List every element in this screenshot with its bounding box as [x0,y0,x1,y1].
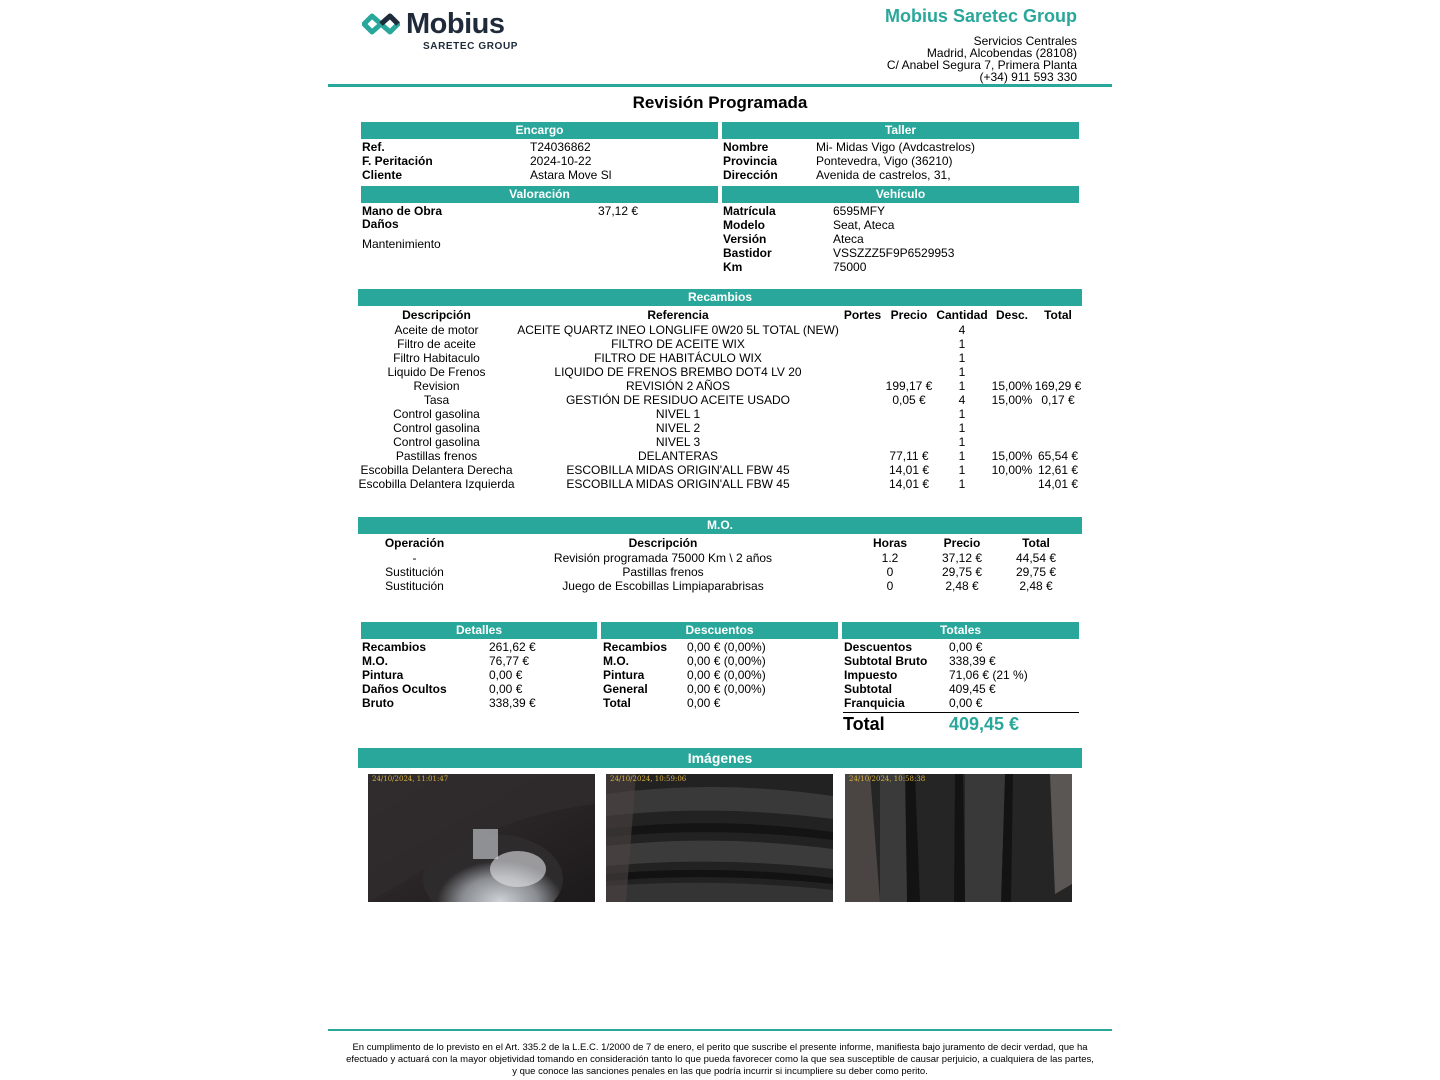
table-cell: 15,00% [991,393,1033,407]
summary-label: Franquicia [844,696,905,710]
modelo-value: Seat, Ateca [833,218,895,232]
bastidor-label: Bastidor [723,246,772,260]
mo-body [358,551,1082,593]
matricula-value: 6595MFY [833,204,886,218]
table-cell [1034,421,1082,435]
table-row [358,477,1082,491]
table-cell: 2,48 € [1019,579,1053,593]
summary-value: 0,00 € (0,00%) [687,668,766,682]
table-cell: Pastillas frenos [622,565,704,579]
col-total: Total [1044,308,1072,322]
table-cell: 65,54 € [1037,449,1079,463]
table-row [358,449,1082,463]
table-cell: Escobilla Delantera Derecha [360,463,513,477]
table-cell: Escobilla Delantera Izquierda [358,477,515,491]
table-cell: Tasa [423,393,450,407]
table-cell [1034,365,1082,379]
mobius-logo-icon [362,12,400,36]
mano-obra-value: 37,12 € [598,204,639,218]
table-cell: GESTIÓN DE RESIDUO ACEITE USADO [565,393,791,407]
legal-line: efectuado y actuará con la mayor objetividad tomando en consideración tanto lo que pueda favorecer como la que sea susceptible de causar perjuicio, a cualquiera de las partes, [346,1054,1094,1065]
table-cell: 1 [958,421,966,435]
col-operacion: Operación [384,536,445,550]
valoracion-heading: Valoración [361,186,718,203]
photo-brake-disc[interactable] [368,774,595,902]
summary-label: Subtotal [844,682,892,696]
header-divider [328,84,1112,87]
mo-table [358,535,1082,593]
recambios-table [358,307,1082,491]
summary-value: 0,00 € (0,00%) [687,682,766,696]
vehiculo-section [723,204,1079,276]
table-cell: 0,05 € [892,393,926,407]
modelo-label: Modelo [723,218,765,232]
summary-value: 261,62 € [489,640,536,654]
col-desc: Desc. [995,308,1029,322]
table-cell: Sustitución [385,565,444,579]
logo-subtitle: SARETEC GROUP [423,41,519,52]
table-cell [1034,351,1082,365]
col-cantidad: Cantidad [936,308,988,322]
table-cell: 14,01 € [1037,477,1079,491]
totales-heading: Totales [842,622,1079,639]
table-cell [841,379,884,393]
table-cell: 1.2 [881,551,899,565]
company-line: C/ Anabel Segura 7, Primera Planta [886,58,1077,72]
table-row [358,551,1082,565]
table-row [358,351,1082,365]
summary-value: 0,00 € [687,696,721,710]
table-cell [841,323,884,337]
table-cell: 10,00% [991,463,1033,477]
detalles-section [362,640,596,710]
summary-label: Subtotal Bruto [844,654,928,668]
mano-obra-label: Mano de Obra [362,204,443,218]
table-cell [841,421,884,435]
table-row [358,579,1082,593]
table-cell: 37,12 € [941,551,983,565]
nombre-value: Mi- Midas Vigo (Avdcastrelos) [816,140,975,154]
table-row [358,435,1082,449]
table-cell: 169,29 € [1034,379,1082,393]
table-cell: 29,75 € [941,565,983,579]
photo-tire-1[interactable] [606,774,833,902]
table-cell [841,407,884,421]
recambios-heading: Recambios [358,289,1082,306]
provincia-label: Provincia [723,154,778,168]
table-cell [990,365,1034,379]
summary-label: Pintura [362,668,404,682]
col-portes: Portes [843,308,882,322]
table-row [358,421,1082,435]
table-cell: Revision [413,379,460,393]
total-divider [843,712,1079,713]
vehiculo-heading: Vehículo [722,186,1079,203]
table-cell: 0,17 € [1041,393,1075,407]
direccion-value: Avenida de castrelos, 31, [816,168,951,182]
table-row [358,463,1082,477]
fecha-value: 2024-10-22 [530,154,592,168]
table-cell: Filtro Habitaculo [393,351,480,365]
summary-value: 338,39 € [949,654,996,668]
table-cell [1034,407,1082,421]
summary-label: Recambios [603,640,668,654]
table-cell: 2,48 € [945,579,979,593]
table-cell [884,337,934,351]
table-cell [841,477,884,491]
km-value: 75000 [833,260,867,274]
summary-label: Bruto [362,696,394,710]
table-row [358,365,1082,379]
table-cell: 0 [886,579,894,593]
summary-value: 0,00 € [489,682,523,696]
col-descripcion: Descripción [402,308,471,322]
table-cell: 1 [958,351,966,365]
cliente-label: Cliente [362,168,403,182]
table-cell [884,407,934,421]
table-cell: 0 [886,565,894,579]
summary-label: Total [603,696,631,710]
table-cell [841,393,884,407]
detalles-heading: Detalles [361,622,597,639]
table-cell: Control gasolina [393,407,480,421]
table-cell: - [412,551,417,565]
summary-label: Descuentos [844,640,913,654]
table-cell [841,435,884,449]
version-label: Versión [723,232,767,246]
encargo-heading: Encargo [361,122,718,139]
km-label: Km [723,260,743,274]
table-row [358,323,1082,337]
table-cell [884,421,934,435]
table-cell: NIVEL 2 [655,421,701,435]
table-cell: NIVEL 3 [655,435,701,449]
col-referencia: Referencia [647,308,709,322]
summary-label: General [603,682,648,696]
table-cell: REVISIÓN 2 AÑOS [625,379,731,393]
mantenimiento-text: Mantenimiento [362,237,441,251]
grand-total-label: Total [843,714,885,734]
legal-line: y que conoce las sanciones penales en las que podría incurrir si incumpliere su deber como perito. [512,1066,928,1077]
valoracion-section [362,204,718,264]
table-row [358,407,1082,421]
table-cell: Filtro de aceite [397,337,476,351]
col-precio: Precio [890,308,928,322]
table-cell: 1 [958,449,966,463]
table-cell: 1 [958,463,966,477]
table-cell [1034,323,1082,337]
table-cell: 4 [958,323,966,337]
version-value: Ateca [833,232,864,246]
table-cell: 44,54 € [1015,551,1057,565]
table-cell: Liquido De Frenos [387,365,486,379]
legal-notice [340,1042,1100,1078]
company-line: Madrid, Alcobendas (28108) [926,46,1077,60]
cliente-value: Astara Move Sl [530,168,612,182]
table-cell [884,435,934,449]
photo-timestamp: 24/10/2024, 11:01:47 [372,775,449,783]
direccion-label: Dirección [723,168,778,182]
table-cell [884,365,934,379]
company-line: (+34) 911 593 330 [979,70,1077,84]
summary-value: 0,00 € (0,00%) [687,654,766,668]
col-precio: Precio [943,536,981,550]
recambios-body [358,323,1082,491]
document-title: Revisión Programada [632,93,808,112]
summary-value: 0,00 € [949,640,983,654]
table-cell [884,351,934,365]
table-cell: ESCOBILLA MIDAS ORIGIN'ALL FBW 45 [566,477,790,491]
summary-label: Impuesto [844,668,898,682]
company-name: Mobius Saretec Group [884,6,1077,26]
summary-label: Recambios [362,640,427,654]
summary-label: M.O. [362,654,388,668]
table-cell [884,323,934,337]
legal-line: En cumplimento de lo previsto en el Art. 335.2 de la L.E.C. 1/2000 de 7 de enero, el perito que suscribe el presente informe, manifiesta bajo juramento de decir verdad, que ha [352,1042,1088,1053]
totales-section [844,640,1078,710]
provincia-value: Pontevedra, Vigo (36210) [816,154,953,168]
tire-tread-image [845,774,1072,902]
summary-value: 0,00 € [489,668,523,682]
table-cell [841,463,884,477]
taller-heading: Taller [722,122,1079,139]
table-cell [990,323,1034,337]
table-cell: 14,01 € [888,477,930,491]
table-row [358,379,1082,393]
table-cell: Control gasolina [393,421,480,435]
table-cell: 14,01 € [888,463,930,477]
tire-tread-image [606,774,833,902]
table-cell: 12,61 € [1037,463,1079,477]
table-cell: 1 [958,365,966,379]
summary-value: 409,45 € [949,682,996,696]
mobius-logo [362,8,522,56]
summary-value: 338,39 € [489,696,536,710]
grand-total-value: 409,45 € [949,714,1020,734]
table-cell [990,477,1034,491]
summary-label: Pintura [603,668,645,682]
photo-timestamp: 24/10/2024, 10:59:06 [610,775,687,783]
table-cell: Sustitución [385,579,444,593]
mo-header-row [358,535,1082,551]
encargo-section [362,140,718,184]
table-cell: DELANTERAS [637,449,719,463]
table-cell [990,337,1034,351]
table-cell: 15,00% [991,379,1033,393]
table-cell: Aceite de motor [394,323,479,337]
table-cell [1034,337,1082,351]
photo-timestamp: 24/10/2024, 10:58:38 [849,775,926,783]
table-cell: 4 [958,393,966,407]
table-cell [841,449,884,463]
table-cell: FILTRO DE ACEITE WIX [611,337,745,351]
col-descripcion: Descripción [628,536,698,550]
photo-tire-2[interactable] [845,774,1072,902]
summary-value: 0,00 € [949,696,983,710]
ref-label: Ref. [362,140,385,154]
table-cell: 15,00% [991,449,1033,463]
nombre-label: Nombre [723,140,769,154]
matricula-label: Matrícula [723,204,776,218]
table-row [358,337,1082,351]
recambios-header-row [358,307,1082,323]
summary-value: 0,00 € (0,00%) [687,640,766,654]
taller-section [723,140,1079,184]
summary-label: Daños Ocultos [362,682,447,696]
table-cell: 1 [958,407,966,421]
table-cell: 1 [958,379,966,393]
mo-heading: M.O. [358,517,1082,534]
table-cell [990,407,1034,421]
imagenes-heading: Imágenes [358,748,1082,768]
table-cell: 199,17 € [885,379,933,393]
ref-value: T24036862 [530,140,591,154]
table-cell [841,337,884,351]
table-cell: FILTRO DE HABITÁCULO WIX [594,351,762,365]
company-line: Servicios Centrales [973,34,1077,48]
table-cell: Juego de Escobillas Limpiaparabrisas [562,579,764,593]
footer-divider [328,1029,1112,1031]
summary-label: M.O. [603,654,629,668]
bastidor-value: VSSZZZ5F9P6529953 [833,246,955,260]
table-cell: 1 [958,435,966,449]
table-row [358,565,1082,579]
table-cell [990,421,1034,435]
summary-value: 76,77 € [489,654,530,668]
logo-word: Mobius [406,8,505,40]
table-cell: 29,75 € [1015,565,1057,579]
summary-value: 71,06 € (21 %) [949,668,1028,682]
table-cell: LIQUIDO DE FRENOS BREMBO DOT4 LV 20 [554,365,802,379]
brake-disc-image [368,774,595,902]
table-cell [990,351,1034,365]
table-cell: ACEITE QUARTZ INEO LONGLIFE 0W20 5L TOTAL (NEW) [517,323,839,337]
table-cell [841,351,884,365]
table-cell [990,435,1034,449]
table-cell [1034,435,1082,449]
table-cell: 1 [958,477,966,491]
table-cell: 77,11 € [889,449,929,463]
table-cell [841,365,884,379]
col-total: Total [1022,536,1050,550]
table-cell: Pastillas frenos [395,449,478,463]
table-cell: ESCOBILLA MIDAS ORIGIN'ALL FBW 45 [566,463,790,477]
danos-label: Daños [362,217,399,231]
descuentos-heading: Descuentos [601,622,838,639]
col-horas: Horas [872,536,907,550]
descuentos-section [603,640,837,710]
table-cell: Revisión programada 75000 Km \ 2 años [553,551,773,565]
company-block [885,6,1077,83]
table-cell: NIVEL 1 [655,407,701,421]
table-cell: 1 [958,337,966,351]
table-cell: Control gasolina [393,435,480,449]
table-row [358,393,1082,407]
fecha-label: F. Peritación [362,154,433,168]
